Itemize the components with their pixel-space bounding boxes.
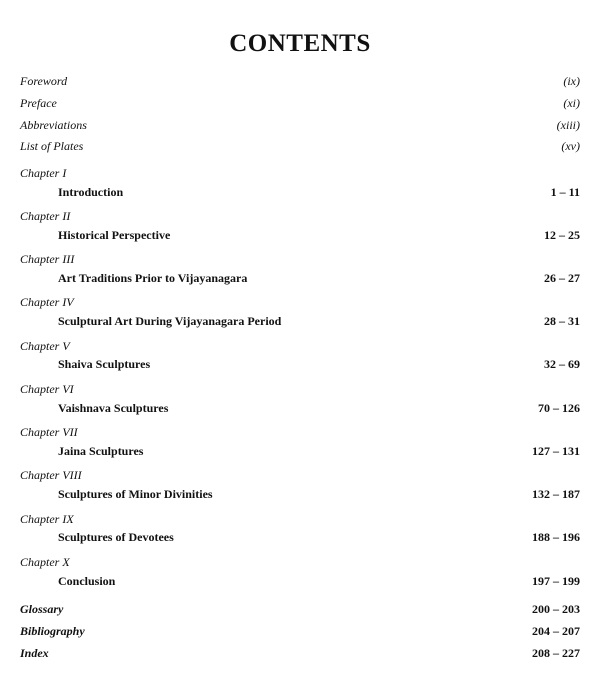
toc-entry-page: (xi) xyxy=(563,96,580,110)
chapter-entry-9 xyxy=(0,528,600,546)
chapter-number: Chapter III xyxy=(20,252,75,266)
chapter-number: Chapter VII xyxy=(20,425,78,439)
chapter-heading-7 xyxy=(0,423,600,441)
chapter-number: Chapter VIII xyxy=(20,468,82,482)
chapter-entry-5 xyxy=(0,355,600,373)
chapter-title: Jaina Sculptures xyxy=(58,444,144,458)
chapter-number: Chapter IX xyxy=(20,512,74,526)
toc-entry-page: (ix) xyxy=(563,74,580,88)
chapter-heading-3 xyxy=(0,250,600,268)
chapter-heading-2 xyxy=(0,207,600,225)
chapter-number: Chapter X xyxy=(20,555,70,569)
chapter-entry-10 xyxy=(0,572,600,590)
toc-entry-label: Bibliography xyxy=(20,624,85,638)
chapter-pages: 1 – 11 xyxy=(550,185,580,199)
chapter-heading-10 xyxy=(0,553,600,571)
chapter-pages: 127 – 131 xyxy=(532,444,580,458)
toc-entry-page: 208 – 227 xyxy=(532,646,580,660)
chapter-title: Conclusion xyxy=(58,574,116,588)
toc-entry-label: Abbreviations xyxy=(20,118,87,132)
toc-entry-label: Foreword xyxy=(20,74,68,88)
chapter-entry-4 xyxy=(0,312,600,330)
chapter-pages: 12 – 25 xyxy=(544,228,580,242)
chapter-title: Historical Perspective xyxy=(58,228,171,242)
chapter-number: Chapter II xyxy=(20,209,71,223)
chapter-pages: 197 – 199 xyxy=(532,574,580,588)
chapter-pages: 132 – 187 xyxy=(532,487,580,501)
toc-entry-page: (xiii) xyxy=(556,118,580,132)
toc-entry-index xyxy=(0,644,600,662)
chapter-pages: 26 – 27 xyxy=(544,271,580,285)
toc-entry-label: Index xyxy=(20,646,49,660)
chapter-pages: 70 – 126 xyxy=(538,401,580,415)
chapter-title: Sculptures of Minor Divinities xyxy=(58,487,213,501)
page-title: CONTENTS xyxy=(229,30,371,57)
toc-entry-preface xyxy=(0,94,600,112)
chapter-entry-2 xyxy=(0,226,600,244)
toc-entry-label: Glossary xyxy=(20,602,64,616)
chapter-entry-3 xyxy=(0,269,600,287)
chapter-pages: 188 – 196 xyxy=(532,530,580,544)
chapter-entry-1 xyxy=(0,183,600,201)
chapter-pages: 32 – 69 xyxy=(544,357,580,371)
chapter-heading-1 xyxy=(0,164,600,182)
chapter-entry-6 xyxy=(0,399,600,417)
chapter-heading-9 xyxy=(0,510,600,528)
toc-entry-page: 204 – 207 xyxy=(532,624,580,638)
chapter-number: Chapter I xyxy=(20,166,67,180)
chapter-title: Introduction xyxy=(58,185,124,199)
chapter-title: Vaishnava Sculptures xyxy=(58,401,169,415)
toc-entry-page: (xv) xyxy=(561,139,580,153)
toc-entry-label: List of Plates xyxy=(20,139,84,153)
chapter-title: Sculptural Art During Vijayanagara Period xyxy=(58,314,282,328)
chapter-heading-4 xyxy=(0,293,600,311)
chapter-entry-8 xyxy=(0,485,600,503)
chapter-title: Sculptures of Devotees xyxy=(58,530,174,544)
chapter-pages: 28 – 31 xyxy=(544,314,580,328)
toc-entry-foreword xyxy=(0,72,600,90)
chapter-title: Shaiva Sculptures xyxy=(58,357,151,371)
chapter-number: Chapter V xyxy=(20,339,70,353)
chapter-heading-6 xyxy=(0,380,600,398)
toc-entry-label: Preface xyxy=(20,96,57,110)
chapter-title: Art Traditions Prior to Vijayanagara xyxy=(58,271,248,285)
chapter-heading-8 xyxy=(0,466,600,484)
toc-entry-abbreviations xyxy=(0,116,600,134)
chapter-number: Chapter IV xyxy=(20,295,74,309)
toc-entry-page: 200 – 203 xyxy=(532,602,580,616)
toc-entry-glossary xyxy=(0,600,600,618)
chapter-number: Chapter VI xyxy=(20,382,74,396)
toc-entry-list-of-plates xyxy=(0,137,600,155)
chapter-heading-5 xyxy=(0,337,600,355)
chapter-entry-7 xyxy=(0,442,600,460)
toc-entry-bibliography xyxy=(0,622,600,640)
